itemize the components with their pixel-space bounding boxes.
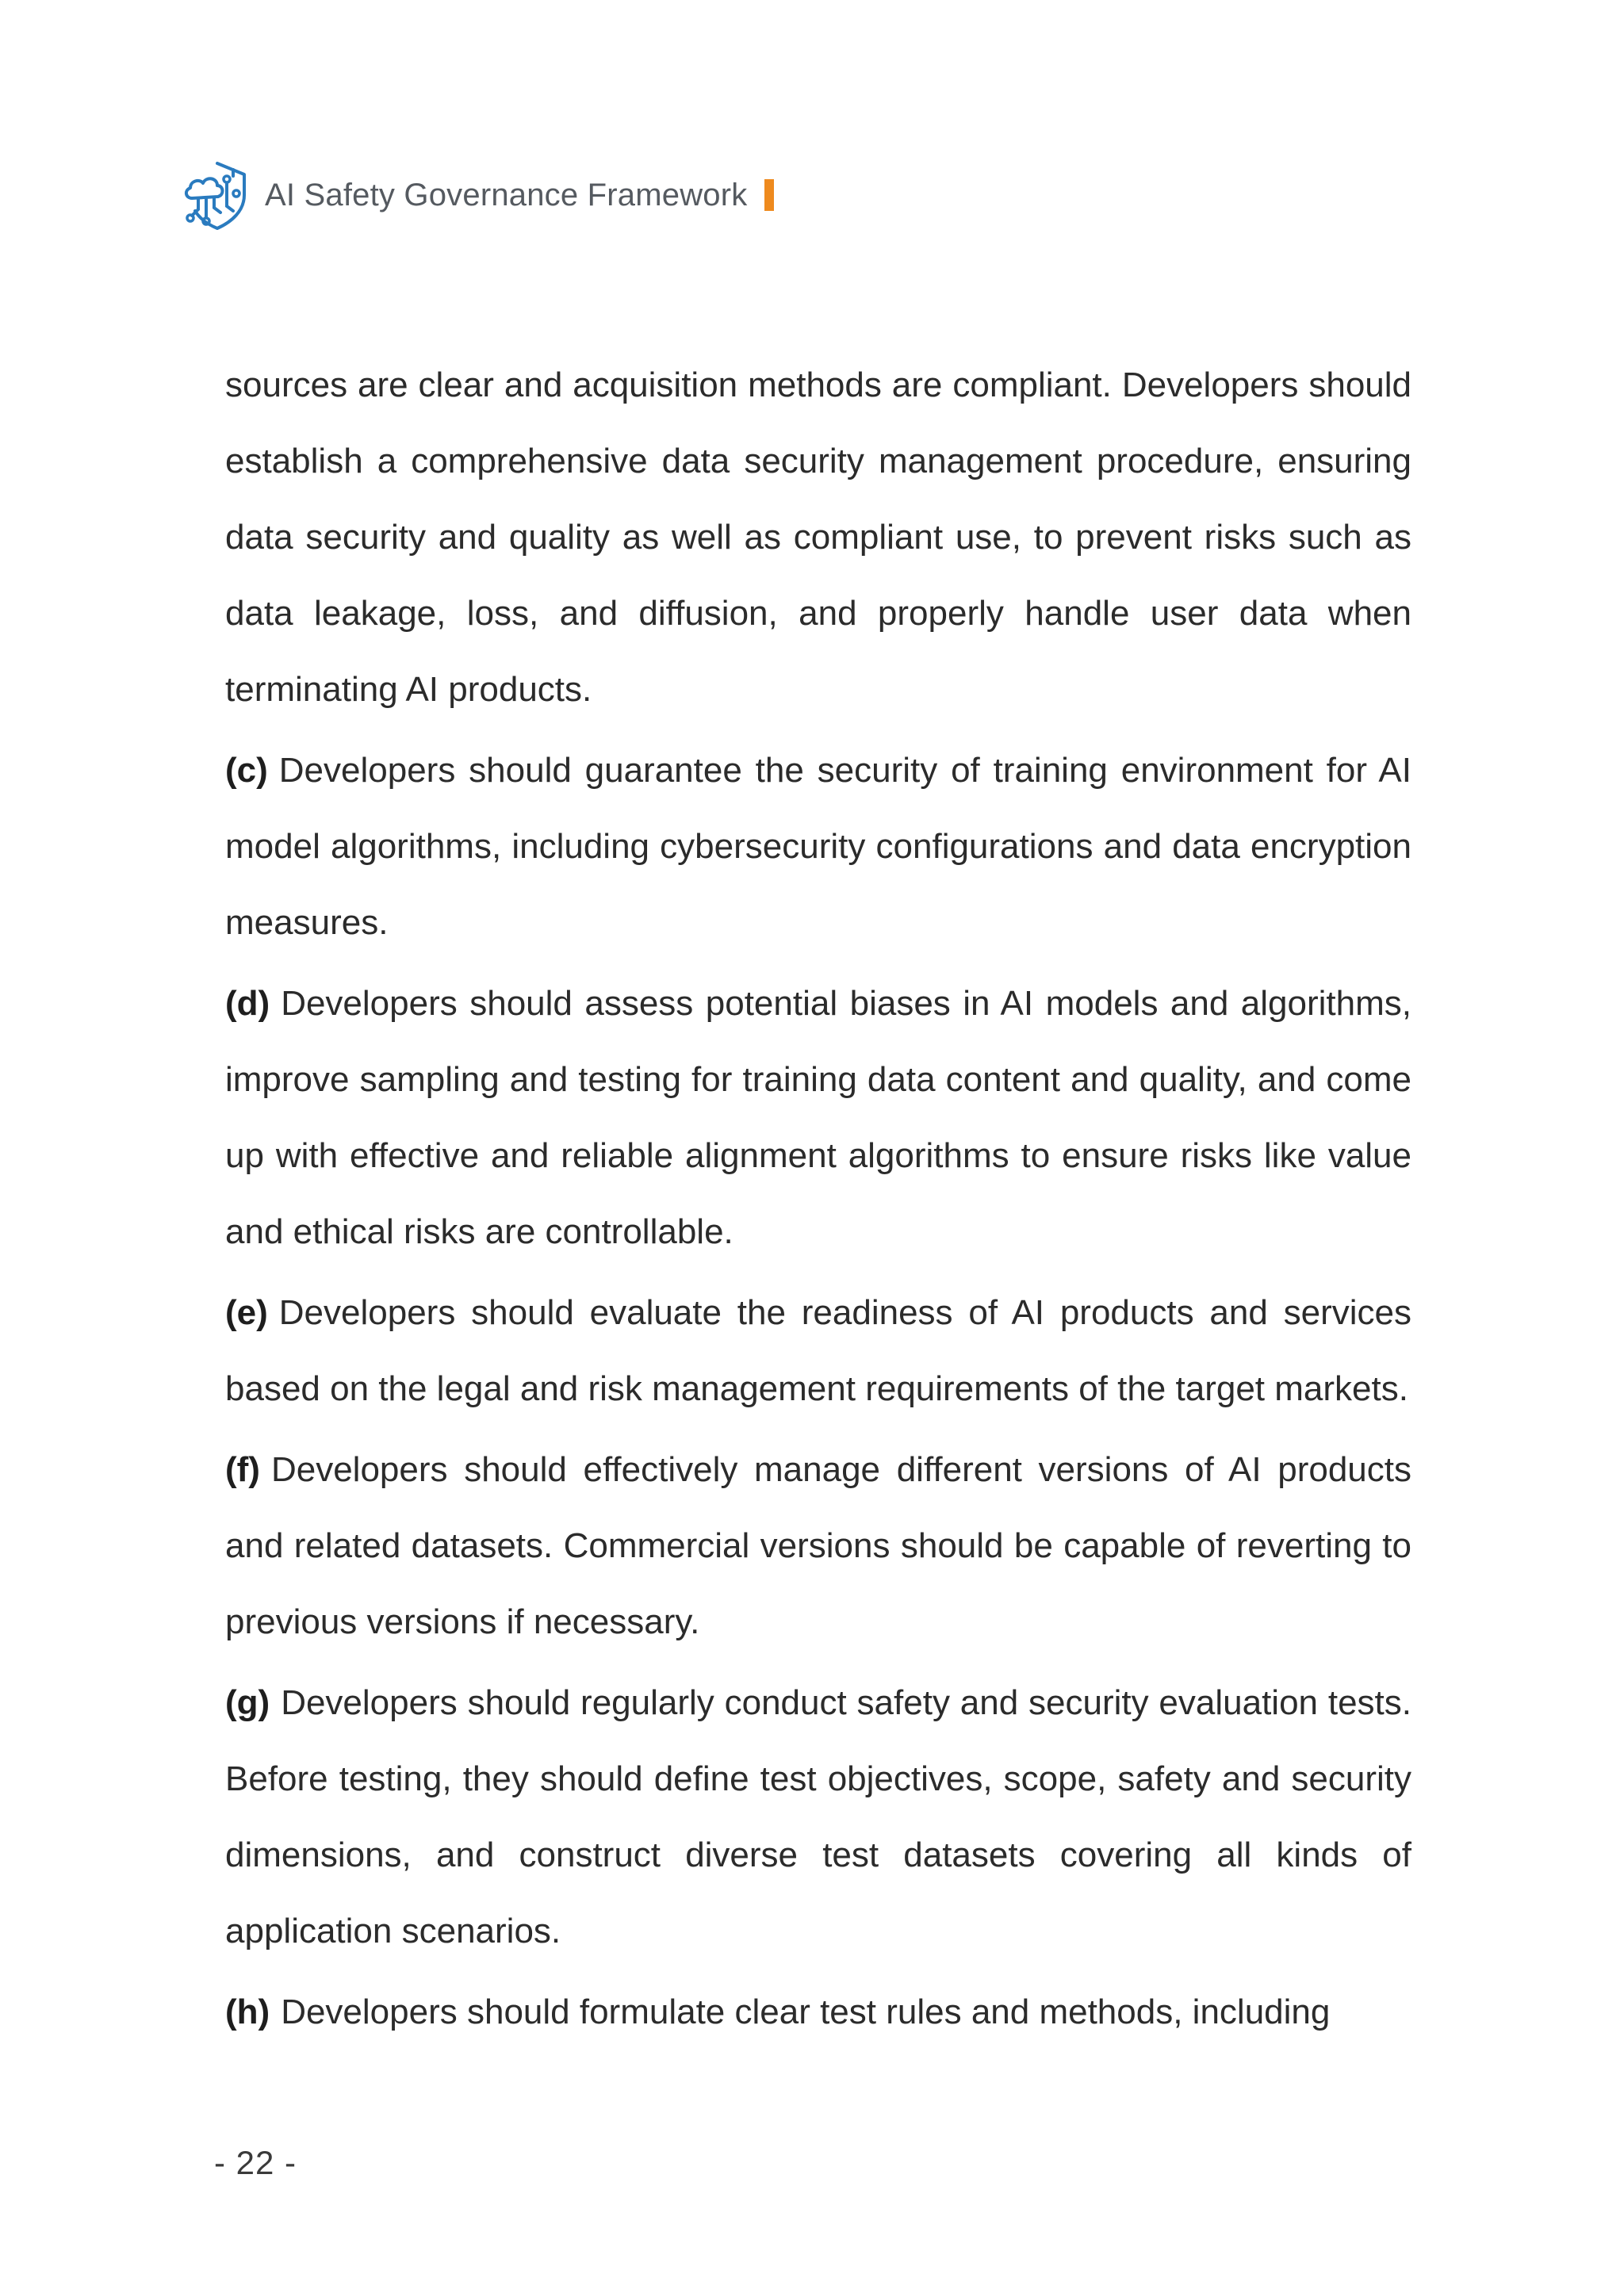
page-number: - 22 - — [214, 2144, 297, 2181]
circuit-cloud-shield-icon — [181, 159, 254, 232]
list-marker: (e) — [225, 1293, 268, 1332]
paragraph-text: Developers should formulate clear test rules and methods, including — [281, 1992, 1331, 2031]
paragraph-item-g — [225, 1665, 1411, 1970]
list-marker: (d) — [225, 984, 270, 1023]
header-title: AI Safety Governance Framework — [265, 177, 748, 212]
paragraph — [225, 347, 1411, 728]
paragraph-item-c — [225, 733, 1411, 961]
page-header — [181, 157, 774, 233]
paragraph-text: Developers should assess potential biases in AI models and algorithms, improve sampling and testing for training data content and quality, and come up with effective and reliable alignment algorithms to ensure risks like value and ethical risks are controllable. — [225, 984, 1411, 1251]
list-marker: (g) — [225, 1683, 270, 1722]
paragraph-text: Developers should evaluate the readiness of AI products and services based on the legal and risk management requirements of the target markets. — [225, 1293, 1411, 1408]
paragraph-text: sources are clear and acquisition methods are compliant. Developers should establish a comprehensive data security management procedure, ensuring data security and quality as well as compliant use, to prevent risks such as data leakage, loss, and diffusion, and properly handle user data when terminating AI products. — [225, 366, 1411, 709]
paragraph-item-f — [225, 1432, 1411, 1660]
paragraph-text: Developers should effectively manage different versions of AI products and related datasets. Commercial versions should be capable of reverting to previous versions if necessary. — [225, 1450, 1411, 1641]
page-body — [225, 347, 1411, 2050]
paragraph-item-e — [225, 1275, 1411, 1427]
paragraph-item-d — [225, 966, 1411, 1270]
paragraph-item-h — [225, 1974, 1411, 2050]
paragraph-text: Developers should regularly conduct safety and security evaluation tests. Before testing, they should define test objectives, scope, safety and security dimensions, and construct diverse test datasets covering all kinds of application scenarios. — [225, 1683, 1411, 1950]
paragraph-text: Developers should guarantee the security of training environment for AI model algorithms, including cybersecurity configurations and data encryption measures. — [225, 751, 1411, 942]
list-marker: (h) — [225, 1992, 270, 2031]
list-marker: (f) — [225, 1450, 260, 1489]
list-marker: (c) — [225, 751, 268, 790]
header-accent-bar — [764, 179, 774, 211]
